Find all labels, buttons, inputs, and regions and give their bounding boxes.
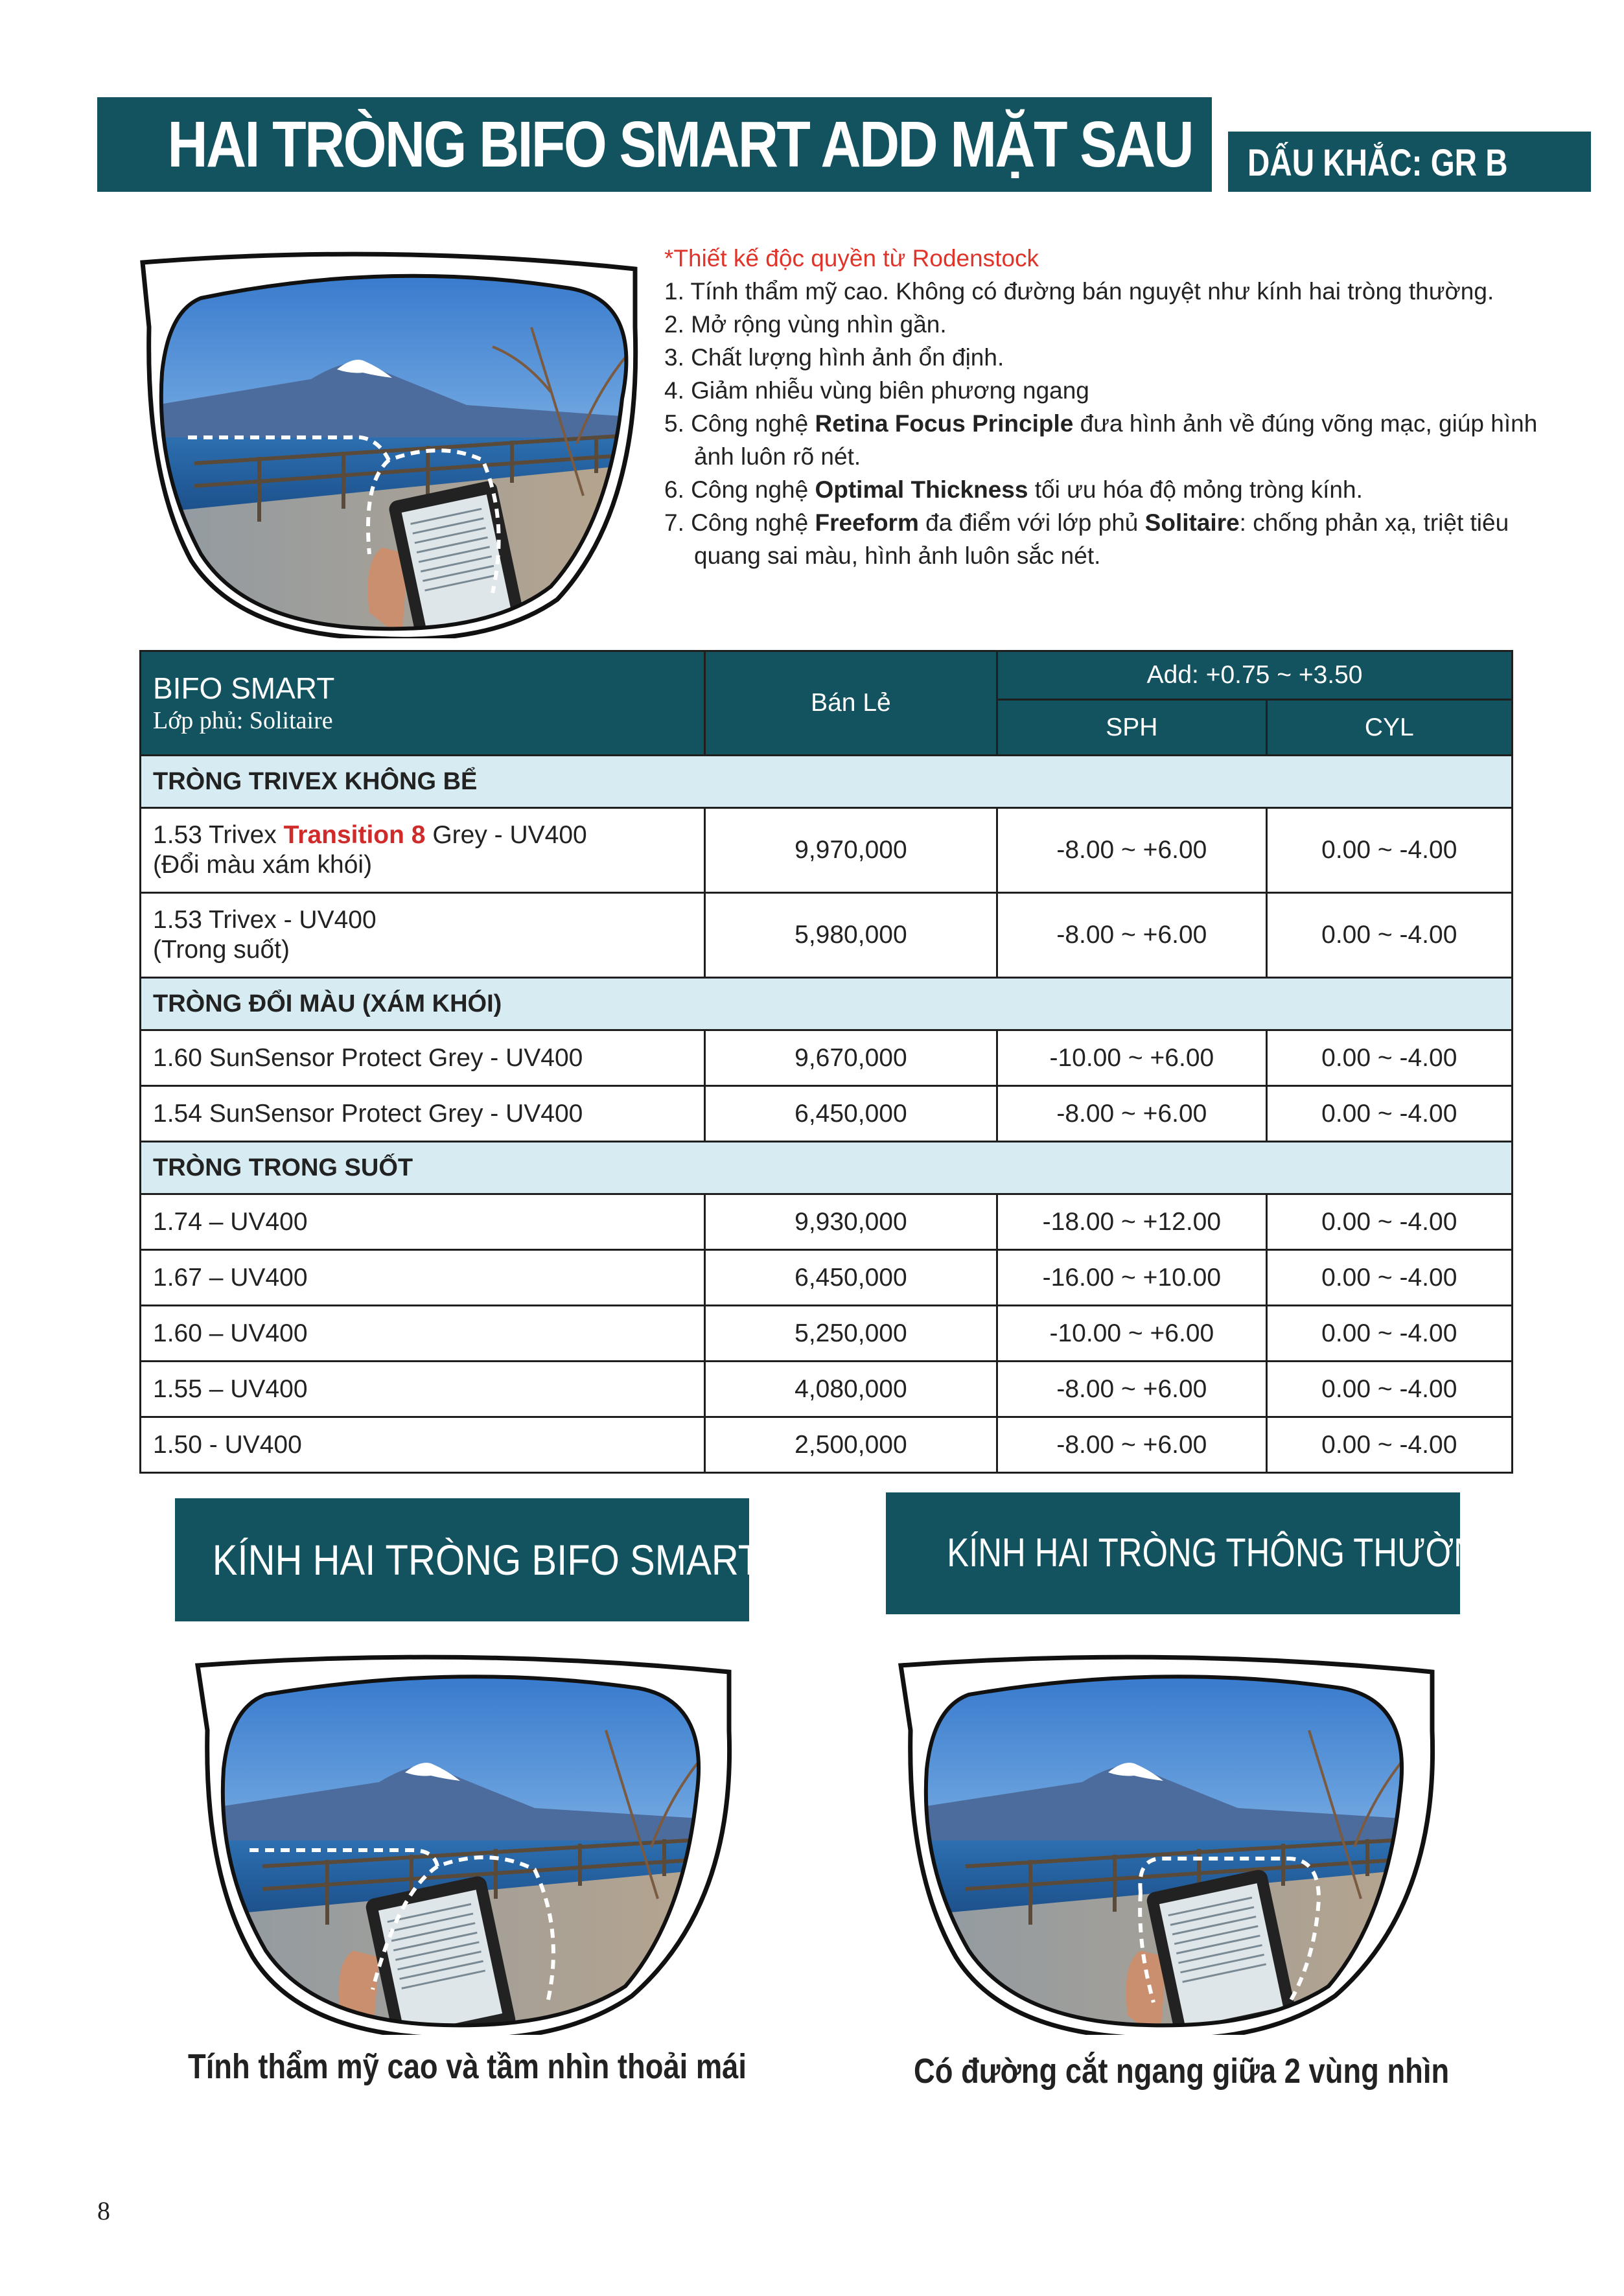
section-row xyxy=(141,1142,1513,1194)
retail-price: 6,450,000 xyxy=(704,1250,997,1306)
retail-price: 6,450,000 xyxy=(704,1086,997,1142)
retail-price: 5,980,000 xyxy=(704,893,997,978)
sph-range: -8.00 ~ +6.00 xyxy=(997,808,1266,893)
table-header-row xyxy=(141,651,1513,700)
section-title: TRÒNG TRONG SUỐT xyxy=(141,1142,1513,1194)
lens-name: 1.54 SunSensor Protect Grey - UV400 xyxy=(141,1086,705,1142)
lens-name: 1.60 SunSensor Protect Grey - UV400 xyxy=(141,1030,705,1086)
cyl-range: 0.00 ~ -4.00 xyxy=(1266,1030,1512,1086)
feature-item: 7. Công nghệ Freeform đa điểm với lớp phủ Solitaire: chống phản xạ, triệt tiêu xyxy=(664,509,1509,536)
regular-bifocal-label: KÍNH HAI TRÒNG THÔNG THƯỜNG xyxy=(886,1492,1460,1614)
header-sph: SPH xyxy=(997,700,1266,756)
bifo-smart-label: KÍNH HAI TRÒNG BIFO SMART xyxy=(175,1498,749,1621)
table-row xyxy=(141,1250,1513,1306)
sph-range: -10.00 ~ +6.00 xyxy=(997,1030,1266,1086)
retail-price: 9,970,000 xyxy=(704,808,997,893)
lens-name: 1.74 – UV400 xyxy=(141,1194,705,1250)
section-row xyxy=(141,978,1513,1030)
feature-item: 5. Công nghệ Retina Focus Principle đưa hình ảnh về đúng võng mạc, giúp hình xyxy=(664,410,1538,437)
cyl-range: 0.00 ~ -4.00 xyxy=(1266,893,1512,978)
lens-illustration-top xyxy=(130,249,648,638)
price-table xyxy=(139,650,1513,1474)
retail-price: 5,250,000 xyxy=(704,1306,997,1362)
sph-range: -10.00 ~ +6.00 xyxy=(997,1306,1266,1362)
retail-price: 9,670,000 xyxy=(704,1030,997,1086)
feature-item: 1. Tính thẩm mỹ cao. Không có đường bán nguyệt như kính hai tròng thường. xyxy=(664,278,1494,305)
code-banner xyxy=(1228,132,1591,192)
table-row xyxy=(141,1306,1513,1362)
table-row xyxy=(141,1030,1513,1086)
table-row xyxy=(141,808,1513,893)
header-retail: Bán Lẻ xyxy=(704,651,997,756)
sph-range: -8.00 ~ +6.00 xyxy=(997,1362,1266,1417)
table-row xyxy=(141,893,1513,978)
lens-name: 1.53 Trivex Transition 8 Grey - UV400 (Đổi màu xám khói) xyxy=(141,808,705,893)
header-coating: Lớp phủ: Solitaire xyxy=(153,707,333,734)
sph-range: -18.00 ~ +12.00 xyxy=(997,1194,1266,1250)
cyl-range: 0.00 ~ -4.00 xyxy=(1266,1417,1512,1473)
lens-name: 1.60 – UV400 xyxy=(141,1306,705,1362)
sph-range: -8.00 ~ +6.00 xyxy=(997,893,1266,978)
page-number: 8 xyxy=(97,2196,110,2225)
retail-price: 9,930,000 xyxy=(704,1194,997,1250)
retail-price: 4,080,000 xyxy=(704,1362,997,1417)
header-cyl: CYL xyxy=(1266,700,1512,756)
feature-item: 2. Mở rộng vùng nhìn gần. xyxy=(664,311,947,338)
cyl-range: 0.00 ~ -4.00 xyxy=(1266,1306,1512,1362)
cyl-range: 0.00 ~ -4.00 xyxy=(1266,1194,1512,1250)
lens-name: 1.67 – UV400 xyxy=(141,1250,705,1306)
caption-regular: Có đường cắt ngang giữa 2 vùng nhìn xyxy=(914,2052,1450,2091)
section-title: TRÒNG ĐỔI MÀU (XÁM KHÓI) xyxy=(141,978,1513,1030)
section-row xyxy=(141,756,1513,808)
table-row xyxy=(141,1086,1513,1142)
engraving-code: DẤU KHẮC: GR B xyxy=(1247,142,1508,184)
table-row xyxy=(141,1194,1513,1250)
lens-illustration-regular xyxy=(888,1652,1445,2035)
cyl-range: 0.00 ~ -4.00 xyxy=(1266,808,1512,893)
table-row xyxy=(141,1362,1513,1417)
cyl-range: 0.00 ~ -4.00 xyxy=(1266,1362,1512,1417)
header-add: Add: +0.75 ~ +3.50 xyxy=(997,651,1513,700)
lens-illustration-bifo-smart xyxy=(185,1652,742,2035)
sph-range: -16.00 ~ +10.00 xyxy=(997,1250,1266,1306)
feature-item-cont: ảnh luôn rõ nét. xyxy=(694,443,861,470)
header-product-cell xyxy=(141,651,705,756)
cyl-range: 0.00 ~ -4.00 xyxy=(1266,1086,1512,1142)
feature-item-cont: quang sai màu, hình ảnh luôn sắc nét. xyxy=(694,542,1101,569)
feature-item: 6. Công nghệ Optimal Thickness tối ưu hóa độ mỏng tròng kính. xyxy=(664,476,1363,503)
retail-price: 2,500,000 xyxy=(704,1417,997,1473)
feature-item: 4. Giảm nhiễu vùng biên phương ngang xyxy=(664,377,1089,404)
header-product: BIFO SMART xyxy=(153,671,335,705)
section-title: TRÒNG TRIVEX KHÔNG BỂ xyxy=(141,756,1513,808)
feature-lead: *Thiết kế độc quyền từ Rodenstock xyxy=(664,245,1039,272)
feature-list xyxy=(664,242,1538,572)
lens-name: 1.50 - UV400 xyxy=(141,1417,705,1473)
caption-bifo-smart: Tính thẩm mỹ cao và tầm nhìn thoải mái xyxy=(188,2047,747,2086)
title-banner xyxy=(97,97,1212,192)
sph-range: -8.00 ~ +6.00 xyxy=(997,1417,1266,1473)
lens-name: 1.53 Trivex - UV400 (Trong suốt) xyxy=(141,893,705,978)
lens-name: 1.55 – UV400 xyxy=(141,1362,705,1417)
feature-item: 3. Chất lượng hình ảnh ổn định. xyxy=(664,344,1004,371)
cyl-range: 0.00 ~ -4.00 xyxy=(1266,1250,1512,1306)
table-row xyxy=(141,1417,1513,1473)
sph-range: -8.00 ~ +6.00 xyxy=(997,1086,1266,1142)
page-title: HAI TRÒNG BIFO SMART ADD MẶT SAU xyxy=(167,108,1192,181)
